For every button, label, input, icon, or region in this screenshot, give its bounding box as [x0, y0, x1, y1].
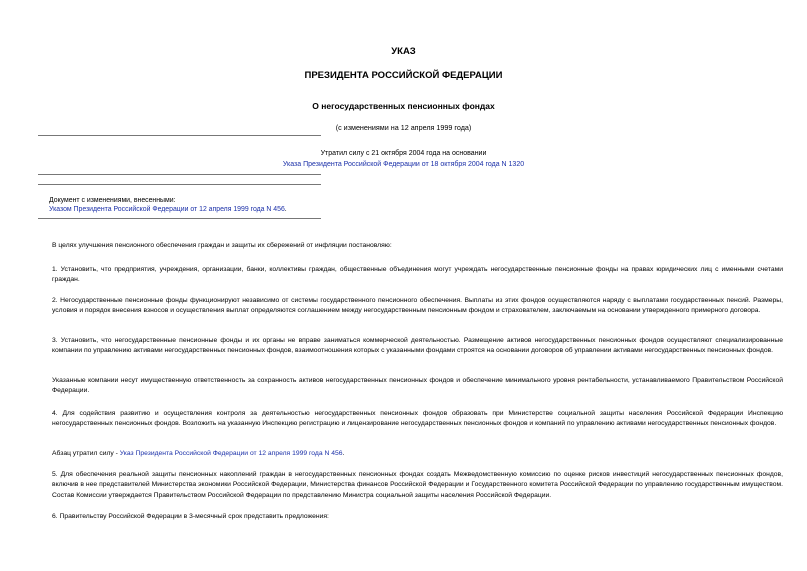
lost-force-link[interactable]: Указа Президента Российской Федерации от 18 октября 2004 года N 1320: [282, 161, 525, 168]
repealed-link[interactable]: Указ Президента Российской Федерации от 12 апреля 1999 года N 456: [119, 450, 343, 457]
repealed-suffix: .: [342, 450, 345, 457]
divider: [38, 135, 321, 136]
divider: [38, 184, 321, 185]
paragraph-4: 4. Для содействия развитию и осуществления контроля за деятельностью негосударственных пенсионных фондов образовать при Министерстве социальной защиты населения Российской Федерации Инспекцию негосударственных пенсионных фондов. Возложить на указанную Инспекцию регистрацию и лицензирование негосударственных пенсионных фондов и компаний по управлению активами негосударственных пенсионных фондов.: [52, 410, 783, 428]
paragraph-3: 3. Установить, что негосударственные пенсионные фонды и их органы не вправе заниматься коммерческой деятельностью. Размещение активов негосударственных пенсионных фондов осуществляют специализированные компании по управлению активами негосударственных пенсионных фондов, взаимоотношения которых с указанными фондами строятся на основании договоров об управлении активами негосударственных пенсионных фондов.: [52, 337, 783, 355]
paragraph-3-continued: Указанные компании несут имущественную ответственность за сохранность активов негосударственных пенсионных фондов и обеспечение минимального уровня рентабельности, устанавливаемого Правительством Российской Федерации.: [52, 377, 783, 395]
paragraph-4-repealed: [38, 449, 783, 459]
paragraph-2: 2. Негосударственные пенсионные фонды функционируют независимо от системы государственного пенсионного обеспечения. Выплаты из этих фондов осуществляются наряду с выплатами государственных пенсий. Размеры, условия и порядок внесения взносов и осуществления выплат определяются соглашением между негосударственным пенсионным фондом и страхователем, заключаемым на основании утвержденного примерного договора.: [52, 297, 783, 315]
divider: [38, 174, 321, 175]
paragraph-6: 6. Правительству Российской Федерации в 3-месячный срок представить предложения:: [52, 513, 329, 520]
document-title: УКАЗ: [391, 46, 416, 57]
amendments-label: Документ с изменениями, внесенными:: [49, 197, 176, 204]
divider: [38, 218, 321, 219]
lost-force-text: Утратил силу с 21 октября 2004 года на основании: [320, 150, 487, 157]
paragraph-1: 1. Установить, что предприятия, учреждения, организации, банки, коллективы граждан, общественные объединения могут учреждать негосударственные пенсионные фонды на правах юридических лиц с именными счетами граждан.: [52, 266, 783, 284]
amendments-line: [49, 206, 287, 213]
amendments-link-suffix: .: [284, 206, 287, 213]
document-subject: О негосударственных пенсионных фондах: [312, 101, 495, 111]
paragraph-5: 5. Для обеспечения реальной защиты пенсионных накоплений граждан в негосударственных пенсионных фондах создать Межведомственную комиссию по оценке рисков инвестиций негосударственных пенсионных фондов, включив в нее представителей Министерства экономики Российской Федерации, Министерства финансов Российской Федерации и Государственного комитета Российской Федерации по управлению государственным имуществом. Состав Комиссии утверждается Правительством Российской Федерации по представлению Министра социальной защиты населения Российской Федерации.: [52, 471, 783, 499]
amendments-link[interactable]: Указом Президента Российской Федерации от 12 апреля 1999 года N 456: [49, 206, 285, 213]
repealed-text: Абзац утратил силу -: [52, 450, 118, 457]
document-issuer: ПРЕЗИДЕНТА РОССИЙСКОЙ ФЕДЕРАЦИИ: [304, 70, 503, 81]
changes-note: (с изменениями на 12 апреля 1999 года): [335, 123, 472, 132]
intro-paragraph: В целях улучшения пенсионного обеспечения граждан и защиты их сбережений от инфляции постановляю:: [52, 242, 392, 249]
